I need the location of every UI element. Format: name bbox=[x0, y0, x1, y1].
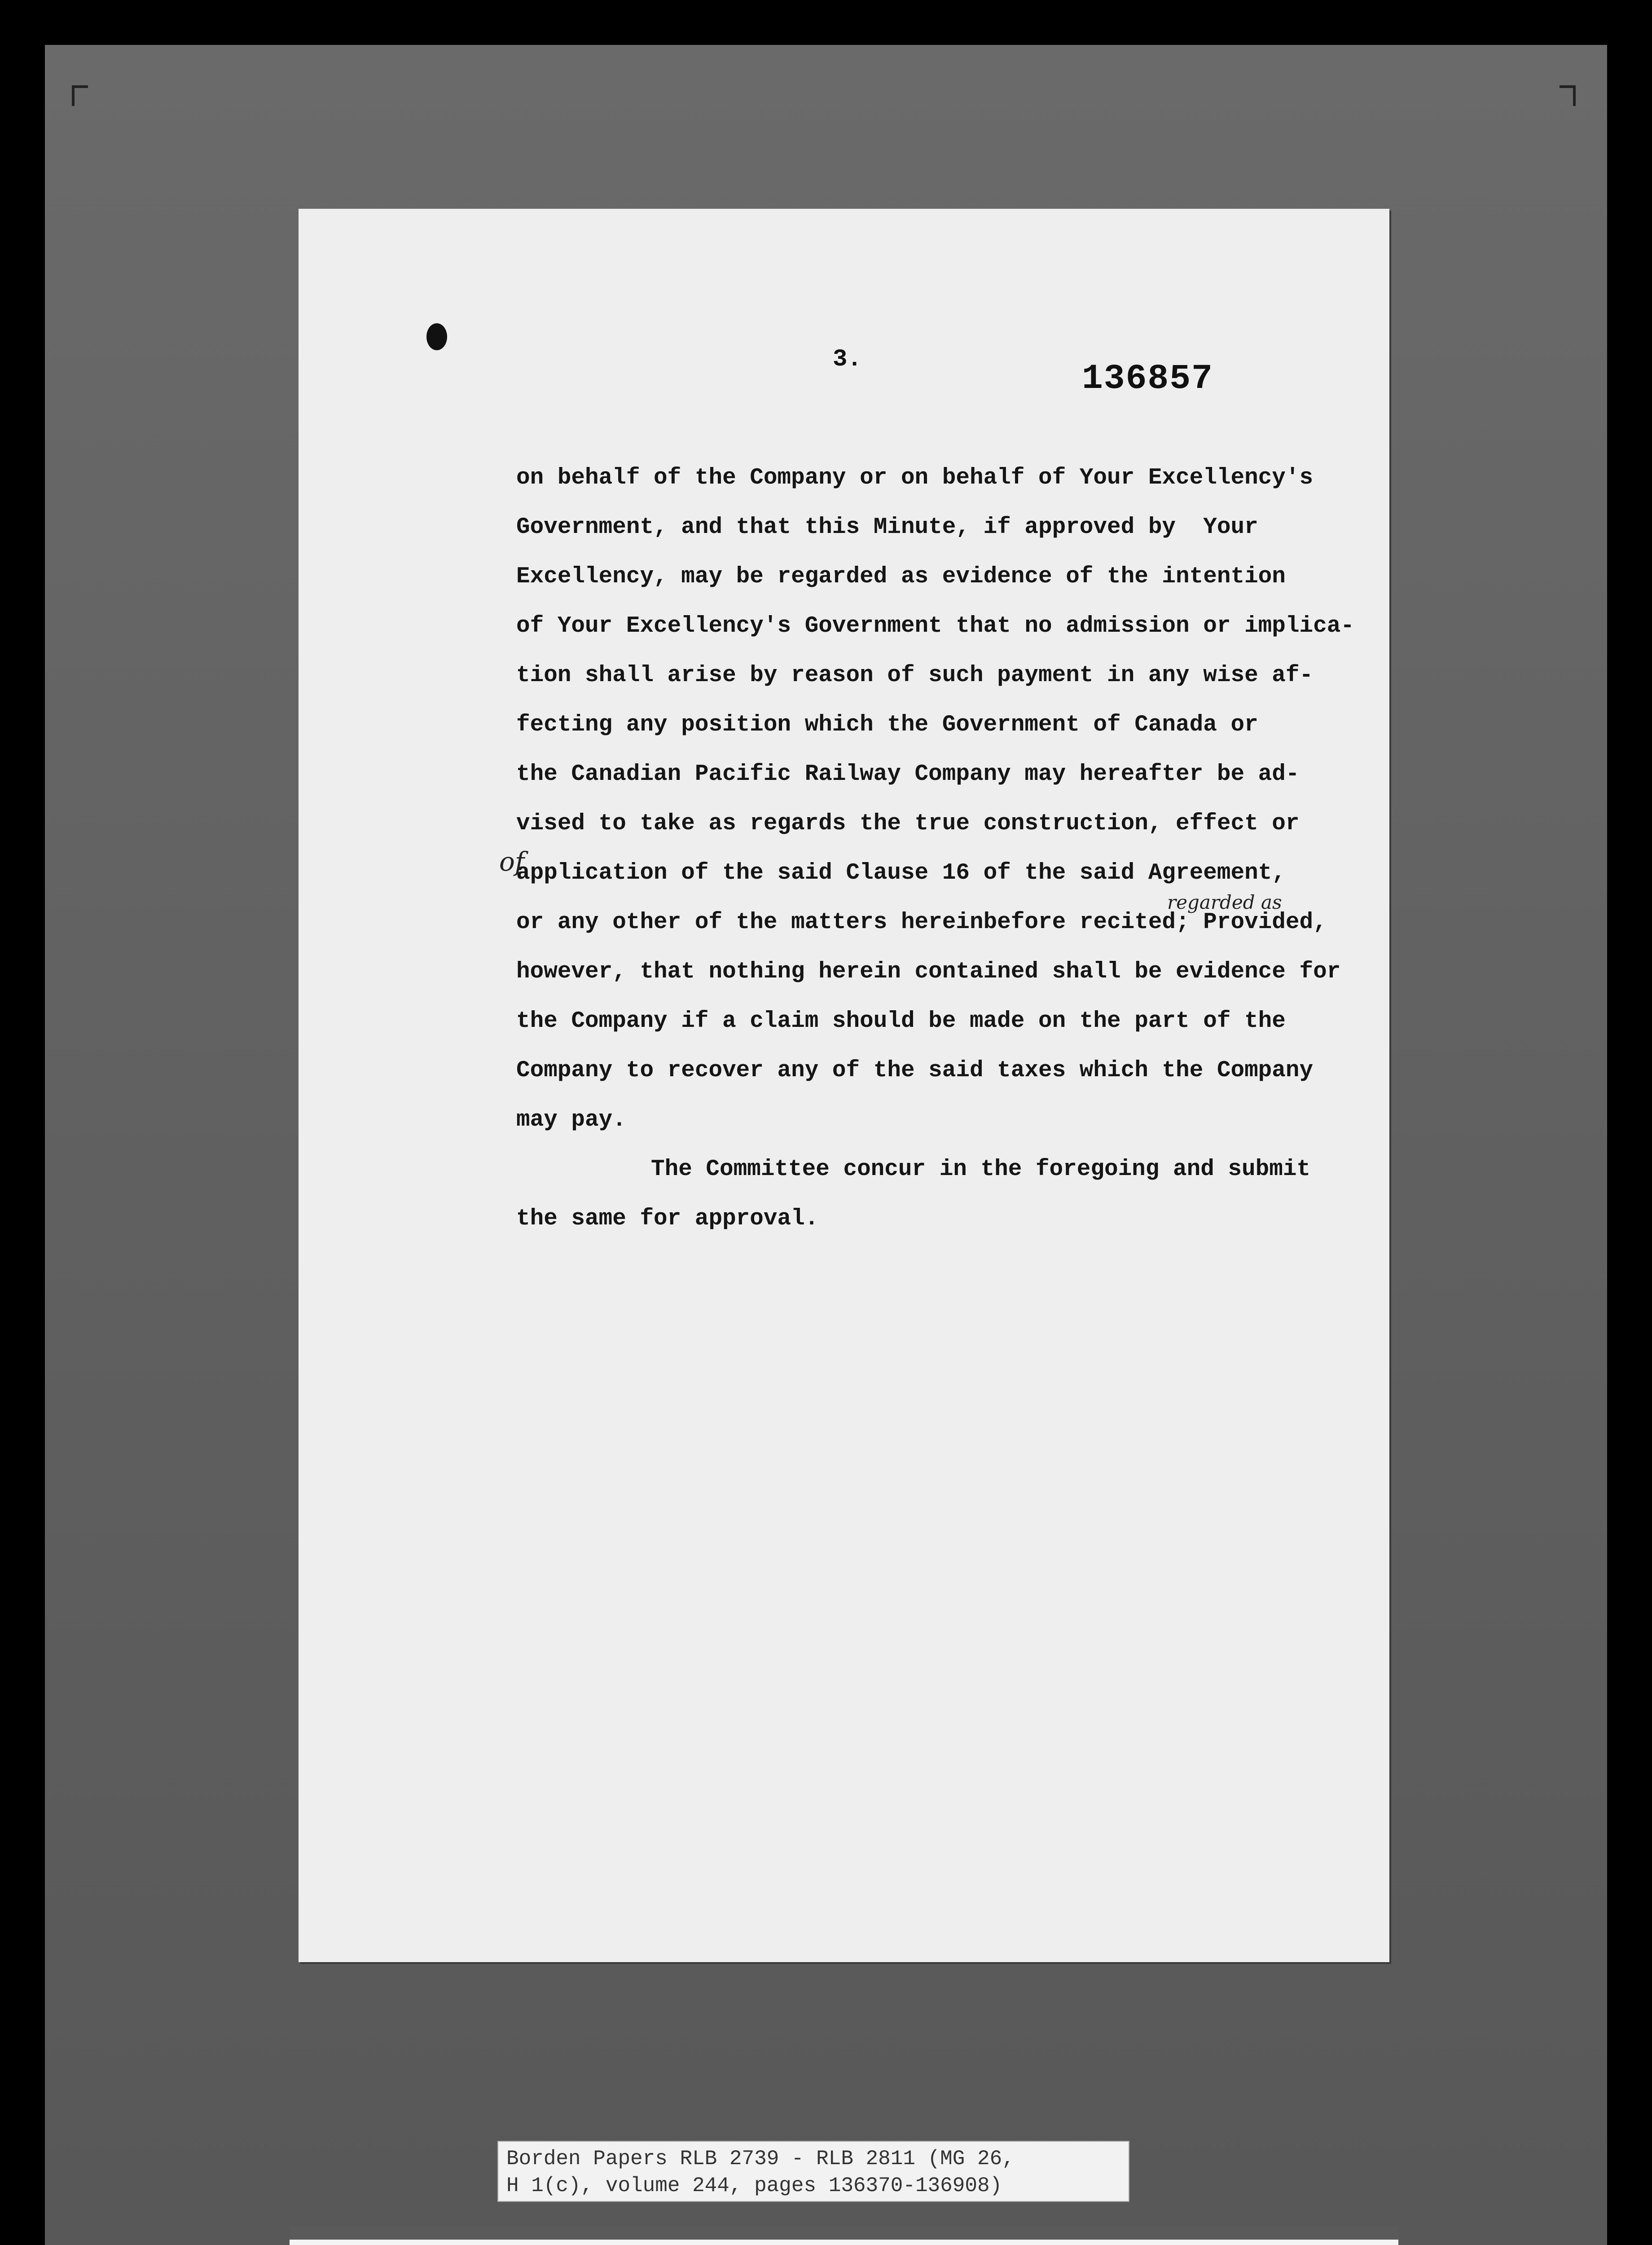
body-line: or any other of the matters hereinbefore recited; Provided, bbox=[516, 910, 1327, 935]
body-line: The Committee concur in the foregoing and submit bbox=[651, 1157, 1311, 1182]
body-line: vised to take as regards the true construction, effect or bbox=[516, 811, 1300, 836]
body-line: however, that nothing herein contained shall be evidence for bbox=[516, 959, 1341, 985]
page-number: 3. bbox=[833, 346, 862, 373]
punch-hole bbox=[426, 323, 447, 350]
body-line: the Canadian Pacific Railway Company may hereafter be ad- bbox=[516, 762, 1300, 787]
body-line: Excellency, may be regarded as evidence of the intention bbox=[516, 564, 1286, 590]
document-body bbox=[516, 453, 1354, 1244]
handwritten-annotation: regarded as bbox=[1167, 891, 1282, 913]
handwritten-annotation: of bbox=[499, 846, 525, 877]
finding-aid-label bbox=[497, 2141, 1129, 2202]
corner-registration-mark bbox=[72, 85, 88, 106]
body-line: may pay. bbox=[516, 1107, 626, 1133]
body-line: on behalf of the Company or on behalf of Your Excellency's bbox=[516, 465, 1314, 491]
body-line: Company to recover any of the said taxes which the Company bbox=[516, 1058, 1314, 1083]
body-line: fecting any position which the Government of Canada or bbox=[516, 712, 1258, 738]
body-line: Government, and that this Minute, if approved by Your bbox=[516, 515, 1258, 540]
archives-label bbox=[290, 2227, 1398, 2245]
document-number: 136857 bbox=[1082, 359, 1213, 399]
body-line: tion shall arise by reason of such payment in any wise af- bbox=[516, 663, 1314, 688]
body-line: application of the said Clause 16 of the said Agreement, bbox=[516, 860, 1286, 886]
finding-aid-line: Borden Papers RLB 2739 - RLB 2811 (MG 26, bbox=[506, 2147, 1015, 2170]
finding-aid-line: H 1(c), volume 244, pages 136370-136908) bbox=[506, 2174, 1002, 2197]
body-line: the same for approval. bbox=[516, 1206, 819, 1232]
body-line: of Your Excellency's Government that no admission or implica- bbox=[516, 613, 1354, 639]
corner-registration-mark bbox=[1560, 85, 1576, 106]
body-line: the Company if a claim should be made on the part of the bbox=[516, 1008, 1286, 1034]
